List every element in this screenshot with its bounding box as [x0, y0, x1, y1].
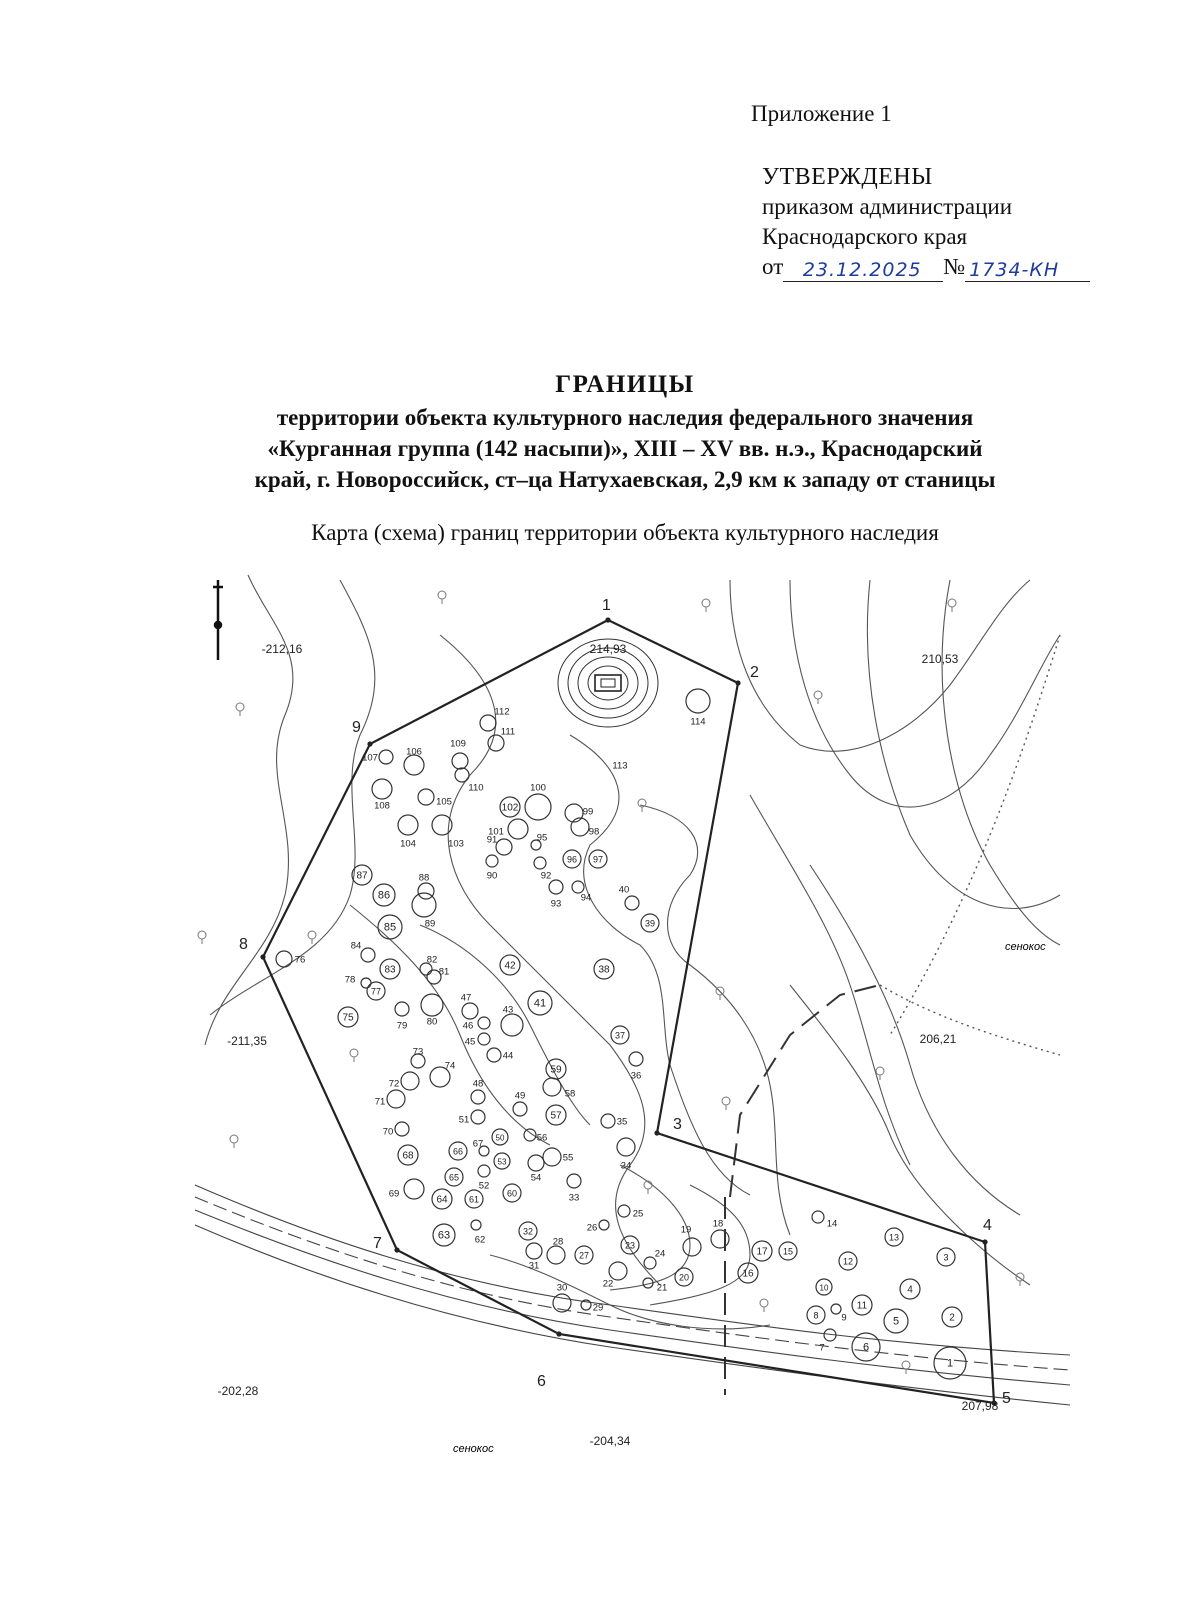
mound-label-18: 18 [712, 1218, 724, 1230]
mound-22 [609, 1262, 627, 1280]
mound-label-58: 58 [564, 1088, 576, 1100]
mound-label-64: 64 [436, 1194, 448, 1206]
mound-43 [501, 1014, 523, 1036]
mound-label-88: 88 [418, 872, 430, 884]
mound-label-112: 112 [494, 706, 510, 718]
mound-label-98: 98 [588, 826, 600, 838]
mound-label-47: 47 [460, 992, 472, 1004]
mound-45 [478, 1033, 490, 1045]
elevation-mark: -212,16 [261, 642, 303, 656]
elevation-mark: -204,34 [589, 1434, 631, 1448]
mound-26 [599, 1220, 609, 1230]
territory-boundary [263, 620, 994, 1403]
mound-label-36: 36 [630, 1070, 642, 1082]
tree-icon [722, 1097, 730, 1105]
mound-110 [455, 768, 469, 782]
mound-label-59: 59 [550, 1064, 562, 1076]
mound-80 [421, 994, 443, 1016]
mound-label-48: 48 [472, 1078, 484, 1090]
mound-label-16: 16 [742, 1268, 754, 1280]
mound-label-67: 67 [472, 1138, 484, 1150]
mound-31 [526, 1243, 542, 1259]
mound-91 [496, 839, 512, 855]
mound-51 [471, 1110, 485, 1124]
mound-label-61: 61 [468, 1194, 480, 1205]
mound-47 [462, 1003, 478, 1019]
number-prefix: № [943, 254, 966, 279]
mound-label-40: 40 [618, 884, 630, 896]
mound-label-55: 55 [562, 1152, 574, 1164]
mound-label-92: 92 [540, 870, 552, 882]
mound-label-72: 72 [388, 1078, 400, 1090]
mound-label-20: 20 [678, 1272, 690, 1283]
appendix-label: Приложение 1 [751, 101, 892, 126]
boundary-vertex [260, 954, 265, 959]
elevation-mark: 214,93 [589, 642, 627, 656]
mound-18 [711, 1230, 729, 1248]
mound-label-57: 57 [550, 1110, 562, 1122]
approved-line-1: приказом администрации [762, 194, 1013, 219]
mound-label-28: 28 [552, 1236, 564, 1248]
mound-99 [565, 804, 583, 822]
mound-label-13: 13 [888, 1232, 900, 1243]
mound-label-37: 37 [614, 1030, 626, 1041]
mound-label-52: 52 [478, 1180, 490, 1192]
mound-label-70: 70 [382, 1126, 394, 1138]
mound-label-23: 23 [624, 1240, 636, 1251]
mound-14 [812, 1211, 824, 1223]
mound-label-22: 22 [602, 1278, 614, 1290]
tree-icon [814, 691, 822, 699]
mound-label-66: 66 [452, 1146, 464, 1157]
elevation-mark: -211,35 [227, 1034, 267, 1048]
mound-label-15: 15 [782, 1246, 794, 1257]
mound-25 [618, 1205, 630, 1217]
vertex-label-7: 7 [373, 1235, 382, 1252]
mound-76 [276, 951, 292, 967]
mound-84 [361, 948, 375, 962]
tree-icon [438, 591, 446, 599]
mound-114 [686, 689, 710, 713]
mound-label-108: 108 [374, 800, 390, 812]
mound-33 [567, 1174, 581, 1188]
mound-label-1: 1 [946, 1357, 954, 1370]
mound-label-50: 50 [495, 1133, 505, 1143]
mound-label-10: 10 [819, 1283, 829, 1293]
mound-label-82: 82 [426, 954, 438, 966]
mound-label-90: 90 [486, 870, 498, 882]
boundary-vertex [605, 617, 610, 622]
tree-icon [948, 599, 956, 607]
mound-62 [471, 1220, 481, 1230]
boundary-map [190, 565, 1070, 1460]
boundary-vertex [367, 741, 372, 746]
mound-101 [508, 819, 528, 839]
mound-94 [572, 881, 584, 893]
mound-36 [629, 1052, 643, 1066]
mound-label-80: 80 [426, 1016, 438, 1028]
mound-label-102: 102 [501, 802, 519, 814]
boundary-vertex [654, 1130, 659, 1135]
mound-label-51: 51 [458, 1114, 470, 1126]
mound-label-56: 56 [536, 1132, 548, 1144]
mound-label-54: 54 [530, 1172, 542, 1184]
mound-label-35: 35 [616, 1116, 628, 1128]
order-date: 23.12.2025 [783, 259, 943, 282]
mound-label-81: 81 [438, 966, 450, 978]
mound-93 [549, 880, 563, 894]
boundary-vertex [982, 1239, 987, 1244]
mound-label-91: 91 [486, 834, 498, 846]
mound-label-109: 109 [450, 738, 466, 750]
title-line-1: территории объекта культурного наследия федерального значения [276, 405, 974, 430]
tree-icon [902, 1361, 910, 1369]
mound-label-44: 44 [502, 1050, 514, 1062]
mound-35 [601, 1114, 615, 1128]
mound-46 [478, 1017, 490, 1029]
mound-label-2: 2 [949, 1312, 955, 1324]
mound-label-63: 63 [437, 1229, 451, 1242]
tree-icon [760, 1299, 768, 1307]
mound-label-114: 114 [690, 716, 706, 728]
mound-105 [418, 789, 434, 805]
mound-79 [395, 1002, 409, 1016]
mound-label-29: 29 [592, 1302, 604, 1314]
vertex-label-3: 3 [673, 1116, 682, 1133]
mound-100 [525, 794, 551, 820]
approved-line-2: Краснодарского края [762, 224, 968, 249]
mound-label-107: 107 [362, 752, 378, 764]
mound-label-103: 103 [448, 838, 464, 850]
mound-label-60: 60 [506, 1188, 518, 1199]
tree-icon [1016, 1273, 1024, 1281]
mound-44 [487, 1048, 501, 1062]
title-line-2: «Курганная группа (142 насыпи)», XIII – XV вв. н.э., Краснодарский [267, 436, 983, 461]
title-line-3: край, г. Новороссийск, ст–ца Натухаевская, 2,9 км к западу от станицы [254, 467, 996, 492]
approved-heading: УТВЕРЖДЕНЫ [762, 164, 933, 190]
mound-label-65: 65 [448, 1172, 460, 1183]
mound-label-53: 53 [497, 1157, 507, 1167]
mound-label-71: 71 [374, 1096, 386, 1108]
elevation-mark: 210,53 [921, 652, 959, 666]
tree-icon [230, 1135, 238, 1143]
tree-icon [236, 703, 244, 711]
mound-label-9: 9 [841, 1312, 847, 1324]
hayfield-label-1: сенокос [1005, 941, 1046, 953]
mound-54 [528, 1155, 544, 1171]
mound-label-21: 21 [656, 1282, 668, 1294]
mound-label-95: 95 [536, 832, 548, 844]
mound-107 [379, 750, 393, 764]
mound-49 [513, 1102, 527, 1116]
mound-label-26: 26 [586, 1222, 598, 1234]
mound-label-32: 32 [522, 1226, 534, 1237]
mound-label-30: 30 [556, 1282, 568, 1294]
mound-88 [418, 883, 434, 899]
mound-label-106: 106 [406, 746, 422, 758]
mound-label-86: 86 [377, 889, 391, 902]
tree-icon [350, 1049, 358, 1057]
mound-90 [486, 855, 498, 867]
mound-52 [478, 1165, 490, 1177]
mound-label-42: 42 [504, 960, 516, 972]
mound-72 [401, 1072, 419, 1090]
mound-label-11: 11 [856, 1300, 868, 1312]
mound-label-5: 5 [892, 1315, 900, 1328]
mound-9 [831, 1304, 841, 1314]
mound-58 [543, 1078, 561, 1096]
mound-label-12: 12 [842, 1256, 854, 1267]
mound-label-39: 39 [644, 918, 656, 929]
mound-48 [471, 1090, 485, 1104]
vertex-label-1: 1 [602, 597, 611, 614]
mound-label-111: 111 [500, 726, 516, 738]
mound-label-41: 41 [533, 997, 547, 1010]
mound-label-94: 94 [580, 892, 592, 904]
mound-label-4: 4 [907, 1284, 913, 1296]
north-arrow [213, 580, 223, 660]
mound-label-33: 33 [568, 1192, 580, 1204]
vertex-label-2: 2 [750, 664, 759, 681]
mound-label-73: 73 [412, 1046, 424, 1058]
document-title [150, 368, 1100, 495]
date-prefix: от [762, 254, 784, 279]
mound-28 [547, 1246, 565, 1264]
mound-label-19: 19 [680, 1224, 692, 1236]
mound-70 [395, 1122, 409, 1136]
vertex-label-9: 9 [352, 719, 361, 736]
tree-icon [308, 931, 316, 939]
vertex-label-5: 5 [1002, 1390, 1011, 1407]
mound-label-6: 6 [862, 1341, 870, 1354]
mound-98 [571, 818, 589, 836]
mound-label-79: 79 [396, 1020, 408, 1032]
approval-block [762, 162, 1090, 282]
vertex-label-6: 6 [537, 1373, 546, 1390]
mound-34 [617, 1138, 635, 1156]
mound-label-17: 17 [756, 1246, 768, 1258]
boundary-vertex [735, 680, 740, 685]
mound-label-3: 3 [943, 1252, 949, 1263]
title-main: ГРАНИЦЫ [555, 371, 695, 398]
mound-55 [543, 1148, 561, 1166]
mound-label-89: 89 [424, 918, 436, 930]
mound-label-31: 31 [528, 1260, 540, 1272]
mound-label-43: 43 [502, 1004, 514, 1016]
mound-label-110: 110 [468, 782, 484, 794]
elevation-mark: -202,28 [217, 1384, 259, 1398]
mound-label-78: 78 [344, 974, 356, 986]
mound-108 [372, 779, 392, 799]
mound-label-46: 46 [462, 1020, 474, 1032]
mound-label-62: 62 [474, 1234, 486, 1246]
mound-69 [404, 1179, 424, 1199]
mound-89 [412, 893, 436, 917]
mound-label-27: 27 [578, 1250, 590, 1261]
mound-78 [361, 978, 371, 988]
elevation-mark: 206,21 [919, 1032, 957, 1046]
mound-label-34: 34 [620, 1160, 632, 1172]
mound-label-25: 25 [632, 1208, 644, 1220]
order-date-number-line [762, 252, 1090, 282]
mound-label-75: 75 [342, 1012, 354, 1024]
mound-label-49: 49 [514, 1090, 526, 1102]
mound-label-100: 100 [530, 782, 546, 794]
mound-label-105: 105 [436, 796, 452, 808]
mound-label-85: 85 [383, 921, 397, 934]
boundary-vertex [394, 1247, 399, 1252]
mound-label-99: 99 [582, 806, 594, 818]
tree-icon [702, 599, 710, 607]
hayfield-label-2: сенокос [453, 1443, 494, 1455]
vertex-label-4: 4 [983, 1217, 992, 1234]
mound-label-93: 93 [550, 898, 562, 910]
tree-icon [198, 931, 206, 939]
mound-label-84: 84 [350, 940, 362, 952]
mound-label-77: 77 [370, 986, 382, 997]
mound-104 [398, 815, 418, 835]
mound-label-74: 74 [444, 1060, 456, 1072]
mound-label-8: 8 [813, 1310, 819, 1321]
mound-label-7: 7 [819, 1342, 825, 1354]
mound-40 [625, 896, 639, 910]
mound-56 [524, 1129, 536, 1141]
mound-label-96: 96 [566, 854, 578, 865]
mound-106 [404, 755, 424, 775]
mound-label-97: 97 [592, 854, 604, 865]
mound-label-83: 83 [384, 964, 396, 976]
mound-label-38: 38 [598, 964, 610, 976]
mound-label-24: 24 [654, 1248, 666, 1260]
mound-label-113: 113 [612, 760, 628, 772]
mound-label-69: 69 [388, 1188, 400, 1200]
boundary-vertex [556, 1331, 561, 1336]
map-caption: Карта (схема) границ территории объекта культурного наследия [311, 520, 939, 545]
mound-19 [683, 1238, 701, 1256]
mound-label-87: 87 [356, 870, 368, 882]
mound-label-101: 101 [488, 826, 504, 838]
mound-92 [534, 857, 546, 869]
elevation-mark: 207,98 [961, 1399, 999, 1413]
mound-71 [387, 1090, 405, 1108]
mound-label-68: 68 [402, 1150, 414, 1162]
order-number: 1734-КН [965, 259, 1090, 282]
tree-icon [876, 1067, 884, 1075]
mound-label-45: 45 [464, 1036, 476, 1048]
mound-label-104: 104 [400, 838, 416, 850]
mound-label-76: 76 [294, 954, 306, 966]
vertex-label-8: 8 [239, 936, 248, 953]
mound-109 [452, 753, 468, 769]
mound-label-14: 14 [826, 1218, 838, 1230]
